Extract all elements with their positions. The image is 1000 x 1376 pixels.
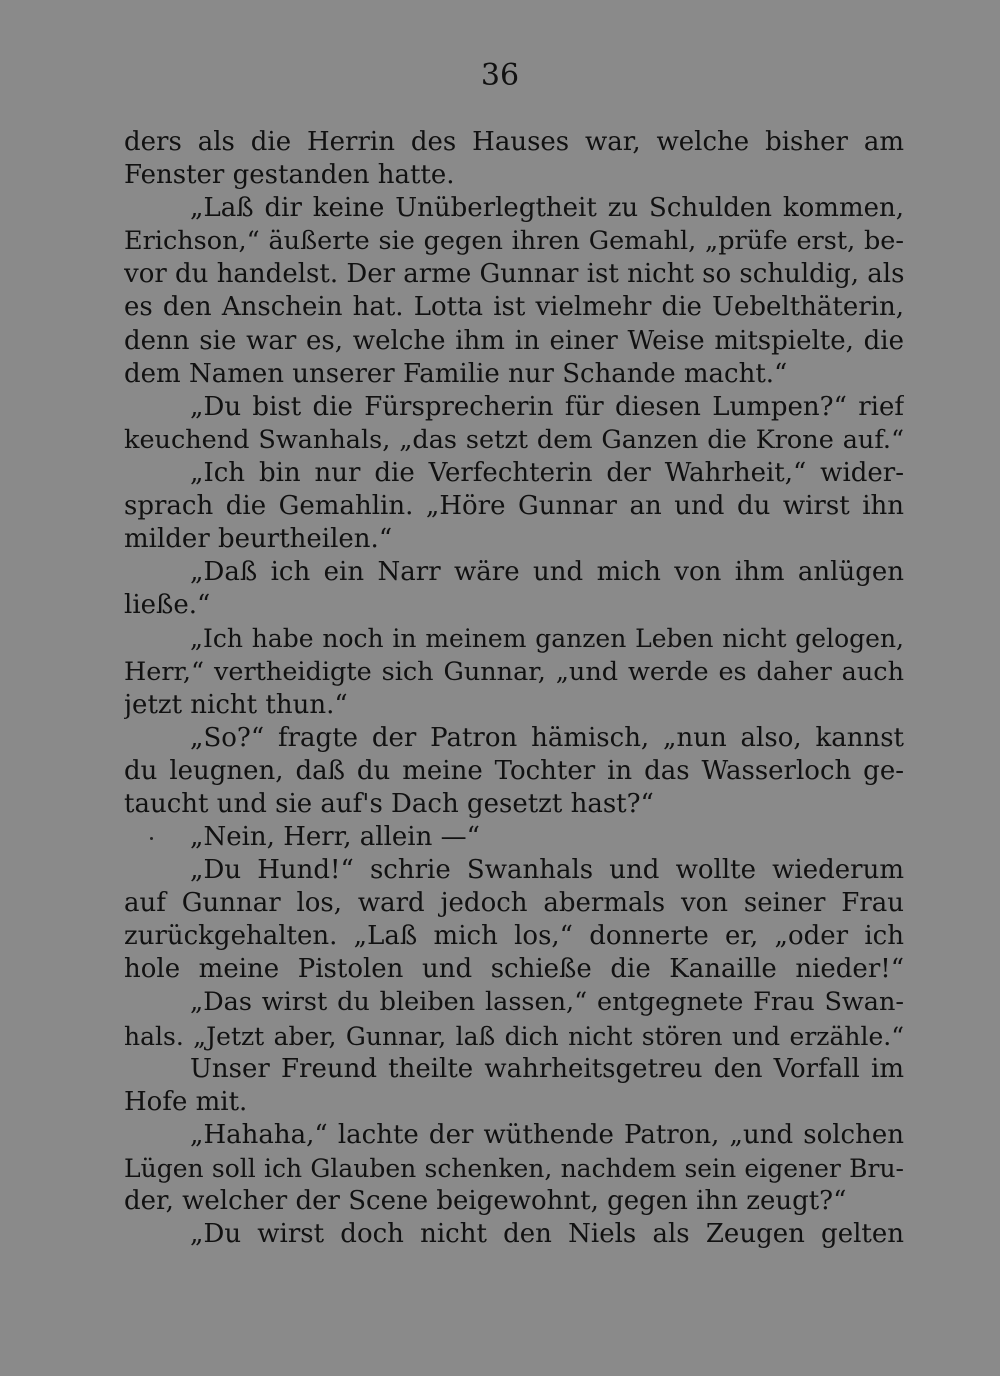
text-line: Unser Freund theilte wahrheitsgetreu den Vorfall im (190, 1053, 904, 1084)
text-line: „Du Hund!“ schrie Swanhals und wollte wiederum (190, 855, 904, 886)
text-line: Lügen soll ich Glauben schenken, nachdem sein eigener Bru- (124, 1153, 904, 1183)
text-line: zurückgehalten. „Laß mich los,“ donnerte er, „oder ich (124, 921, 904, 952)
text-line: milder beurtheilen.“ (124, 524, 393, 555)
text-line: du leugnen, daß du meine Tochter in das Wasserloch ge- (124, 755, 904, 786)
text-line: es den Anschein hat. Lotta ist vielmehr die Uebelthäterin, (124, 292, 904, 323)
text-line: Erichson,“ äußerte sie gegen ihren Gemahl, „prüfe erst, be- (124, 226, 904, 257)
text-line: „Du bist die Fürsprecherin für diesen Lumpen?“ rief (190, 391, 904, 422)
print-speck (150, 837, 153, 840)
text-line: auf Gunnar los, ward jedoch abermals von seiner Frau (124, 888, 904, 919)
text-line: „Daß ich ein Narr wäre und mich von ihm anlügen (190, 557, 904, 588)
text-line: denn sie war es, welche ihm in einer Weise mitspielte, die (124, 325, 904, 356)
text-line: ders als die Herrin des Hauses war, welche bisher am (124, 127, 904, 157)
text-line: „Laß dir keine Unüberlegtheit zu Schulden kommen, (190, 193, 904, 224)
text-line: Hofe mit. (124, 1086, 248, 1117)
text-line: taucht und sie auf's Dach gesetzt hast?“ (124, 788, 654, 819)
text-line: Fenster gestanden hatte. (124, 160, 455, 191)
text-line: keuchend Swanhals, „das setzt dem Ganzen die Krone auf.“ (124, 424, 904, 455)
text-line: der, welcher der Scene beigewohnt, gegen ihn zeugt?“ (124, 1186, 847, 1216)
text-line: dem Namen unserer Familie nur Schande macht.“ (124, 358, 788, 389)
text-line: hole meine Pistolen und schieße die Kanaille nieder!“ (124, 954, 904, 985)
text-line: sprach die Gemahlin. „Höre Gunnar an und du wirst ihn (124, 491, 904, 522)
text-line: „So?“ fragte der Patron hämisch, „nun also, kannst (190, 722, 904, 753)
text-line: Herr,“ vertheidigte sich Gunnar, „und werde es daher auch (124, 656, 904, 687)
text-line: ließe.“ (124, 590, 211, 621)
page-number: 36 (480, 58, 520, 93)
text-line: „Ich habe noch in meinem ganzen Leben nicht gelogen, (190, 624, 904, 654)
text-line: „Du wirst doch nicht den Niels als Zeugen gelten (190, 1219, 904, 1250)
text-line: „Ich bin nur die Verfechterin der Wahrheit,“ wider- (190, 457, 904, 488)
text-line: hals. „Jetzt aber, Gunnar, laß dich nicht stören und erzähle.“ (124, 1021, 904, 1051)
text-line: „Das wirst du bleiben lassen,“ entgegnete Frau Swan- (190, 987, 904, 1018)
text-line: „Nein, Herr, allein —“ (190, 821, 480, 852)
text-line: jetzt nicht thun.“ (124, 689, 348, 720)
body-text (124, 126, 904, 1251)
text-line: „Hahaha,“ lachte der wüthende Patron, „und solchen (190, 1119, 904, 1150)
text-line: vor du handelst. Der arme Gunnar ist nicht so schuldig, als (124, 259, 904, 290)
